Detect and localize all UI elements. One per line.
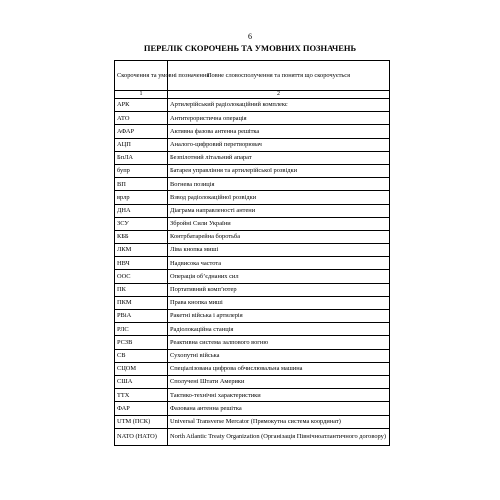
table-row (115, 402, 390, 415)
abbreviation-cell: врлр (115, 191, 168, 204)
table-row (115, 389, 390, 402)
abbreviation-cell: UTM (ПСК) (115, 415, 168, 428)
full-phrase-cell: North Atlantic Treaty Organization (Організація Північноатлантичного договору) (168, 428, 390, 445)
full-phrase-cell: Ліва кнопка миші (168, 244, 390, 257)
abbreviation-cell: NATO (НАТО) (115, 428, 168, 445)
full-phrase-cell: Артилерійський радіолокаційний комплекс (168, 99, 390, 112)
table-row (115, 112, 390, 125)
abbreviation-cell: АРК (115, 99, 168, 112)
abbreviation-cell: СЦОМ (115, 362, 168, 375)
table-row (115, 415, 390, 428)
column-number-row (115, 91, 390, 99)
table-row (115, 283, 390, 296)
abbreviation-cell: АТО (115, 112, 168, 125)
full-phrase-cell: Аналого-цифровий перетворювач (168, 138, 390, 151)
abbreviation-cell: АЦП (115, 138, 168, 151)
abbreviation-cell: ПКМ (115, 296, 168, 309)
table-row (115, 323, 390, 336)
full-phrase-cell: Діаграма направленості антени (168, 204, 390, 217)
column-number-1: 1 (115, 91, 168, 99)
table-row (115, 296, 390, 309)
table-row (115, 362, 390, 375)
table-row (115, 257, 390, 270)
table-row (115, 244, 390, 257)
full-phrase-cell: Ракетні війська і артилерія (168, 310, 390, 323)
full-phrase-cell: Портативний комп’ютер (168, 283, 390, 296)
full-phrase-cell: Фазована антенна решітка (168, 402, 390, 415)
abbreviation-cell: бупр (115, 164, 168, 177)
full-phrase-cell: Сухопутні війська (168, 349, 390, 362)
table-row (115, 99, 390, 112)
abbreviation-cell: США (115, 375, 168, 388)
abbreviation-cell: КББ (115, 230, 168, 243)
table-row (115, 230, 390, 243)
full-phrase-cell: Антитерористична операція (168, 112, 390, 125)
page-number: 6 (248, 32, 252, 41)
full-phrase-cell: Надвисока частота (168, 257, 390, 270)
table-row (115, 336, 390, 349)
full-phrase-cell: Вогнева позиція (168, 178, 390, 191)
table-row (115, 125, 390, 138)
abbreviation-cell: ЛКМ (115, 244, 168, 257)
full-phrase-cell: Операція об’єднаних сил (168, 270, 390, 283)
full-phrase-cell: Збройні Сили України (168, 217, 390, 230)
table-row (115, 310, 390, 323)
table-row (115, 375, 390, 388)
full-phrase-cell: Активна фазова антенна решітка (168, 125, 390, 138)
full-phrase-cell: Контрбатарейна боротьба (168, 230, 390, 243)
column-header-abbreviation: Скорочення та умовні позначення (115, 61, 168, 91)
table-row (115, 217, 390, 230)
full-phrase-cell: Сполучені Штати Америки (168, 375, 390, 388)
abbreviation-cell: ТТХ (115, 389, 168, 402)
abbreviation-cell: ВП (115, 178, 168, 191)
full-phrase-cell: Радіолокаційна станція (168, 323, 390, 336)
abbreviation-cell: АФАР (115, 125, 168, 138)
abbreviation-cell: РЛС (115, 323, 168, 336)
table-row (115, 151, 390, 164)
column-header-full-phrase: Повне словосполучення та поняття що скорочується (168, 61, 390, 91)
abbreviation-cell: РВіА (115, 310, 168, 323)
full-phrase-cell: Реактивна система залпового вогню (168, 336, 390, 349)
full-phrase-cell: Тактико-технічні характеристики (168, 389, 390, 402)
abbreviation-cell: НВЧ (115, 257, 168, 270)
page-title: ПЕРЕЛІК СКОРОЧЕНЬ ТА УМОВНИХ ПОЗНАЧЕНЬ (143, 43, 357, 53)
column-number-2: 2 (168, 91, 390, 99)
full-phrase-cell: Батарея управління та артилерійської розвідки (168, 164, 390, 177)
abbreviations-table (114, 60, 390, 446)
full-phrase-cell: Взвод радіолокаційної розвідки (168, 191, 390, 204)
abbreviation-cell: БпЛА (115, 151, 168, 164)
table-row (115, 270, 390, 283)
abbreviation-cell: ФАР (115, 402, 168, 415)
table-row (115, 204, 390, 217)
abbreviation-cell: ПК (115, 283, 168, 296)
table-row (115, 178, 390, 191)
table-row (115, 428, 390, 445)
table-row (115, 349, 390, 362)
abbreviation-cell: ЗСУ (115, 217, 168, 230)
abbreviation-cell: СВ (115, 349, 168, 362)
full-phrase-cell: Спеціалізована цифрова обчислювальна машина (168, 362, 390, 375)
table-row (115, 164, 390, 177)
abbreviation-cell: ДНА (115, 204, 168, 217)
abbreviation-cell: ООС (115, 270, 168, 283)
full-phrase-cell: Безпілотний літальний апарат (168, 151, 390, 164)
table-row (115, 138, 390, 151)
full-phrase-cell: Права кнопка миші (168, 296, 390, 309)
full-phrase-cell: Universal Transverse Mercator (Прямокутна система координат) (168, 415, 390, 428)
table-row (115, 191, 390, 204)
abbreviation-cell: РСЗВ (115, 336, 168, 349)
